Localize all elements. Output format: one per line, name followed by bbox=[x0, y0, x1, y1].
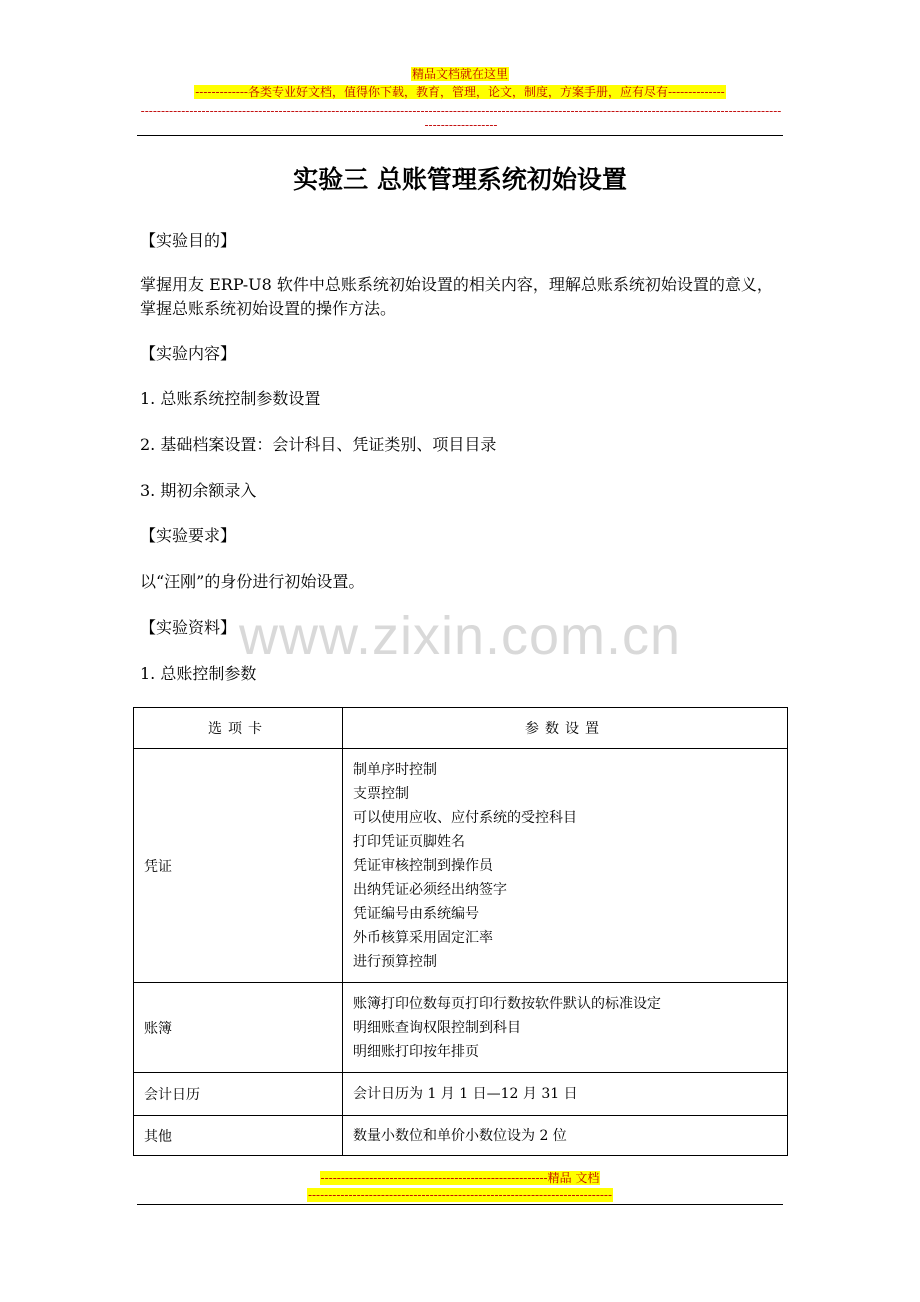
param-item: 可以使用应收、应付系统的受控科目 bbox=[353, 809, 577, 826]
footer-line1: --------------------------------------------------------精品 文档 bbox=[320, 1171, 600, 1185]
header-banner-line1: 精品文档就在这里 bbox=[411, 67, 508, 81]
row-params bbox=[343, 749, 788, 983]
param-item: 明细账查询权限控制到科目 bbox=[353, 1019, 521, 1036]
param-item: 进行预算控制 bbox=[353, 953, 437, 970]
table-row bbox=[134, 983, 788, 1073]
require-text: 以“汪刚”的身份进行初始设置。 bbox=[140, 572, 365, 591]
footer-banner bbox=[0, 1170, 920, 1204]
row-tab-label: 其他 bbox=[134, 1116, 343, 1156]
row-params bbox=[343, 1116, 788, 1156]
table-header-params: 参数设置 bbox=[343, 708, 788, 749]
param-item: 数量小数位和单价小数位设为 2 位 bbox=[353, 1127, 567, 1144]
param-item: 会计日历为 1 月 1 日—12 月 31 日 bbox=[353, 1086, 578, 1102]
content-heading: 【实验内容】 bbox=[140, 344, 237, 363]
footer-rule bbox=[137, 1204, 783, 1205]
page-title: 实验三 总账管理系统初始设置 bbox=[293, 165, 627, 194]
param-item: 支票控制 bbox=[353, 785, 409, 802]
param-item: 出纳凭证必须经出纳签字 bbox=[353, 881, 507, 898]
table-row bbox=[134, 1073, 788, 1116]
material-heading: 【实验资料】 bbox=[140, 618, 237, 637]
param-item: 凭证编号由系统编号 bbox=[353, 905, 479, 922]
content-item-2: 2. 基础档案设置：会计科目、凭证类别、项目目录 bbox=[140, 435, 497, 454]
param-item: 制单序时控制 bbox=[353, 761, 437, 778]
watermark: www.zixin.com.cn bbox=[238, 606, 682, 666]
purpose-heading: 【实验目的】 bbox=[140, 231, 237, 250]
content-item-3: 3. 期初余额录入 bbox=[140, 481, 257, 500]
header-rule bbox=[137, 135, 783, 136]
param-item: 打印凭证页脚姓名 bbox=[353, 833, 465, 850]
param-item: 凭证审核控制到操作员 bbox=[353, 857, 493, 874]
table-row bbox=[134, 749, 788, 983]
row-params bbox=[343, 1073, 788, 1116]
param-item: 外币核算采用固定汇率 bbox=[353, 929, 493, 946]
content-item-1: 1. 总账系统控制参数设置 bbox=[140, 389, 321, 408]
header-dash-line: -------------------------------------------------------------------------------------------------------------------------------------------------------------------------------- bbox=[140, 104, 782, 132]
row-tab-label: 凭证 bbox=[134, 749, 343, 983]
header-banner-line2: -------------各类专业好文档，值得你下载，教育，管理，论文，制度，方案手册，应有尽有-------------- bbox=[195, 85, 725, 99]
row-tab-label: 会计日历 bbox=[134, 1073, 343, 1116]
params-table bbox=[133, 707, 788, 1156]
table-header-row bbox=[134, 708, 788, 749]
row-tab-label: 账簿 bbox=[134, 983, 343, 1073]
table-header-tab: 选项卡 bbox=[134, 708, 343, 749]
require-heading: 【实验要求】 bbox=[140, 526, 237, 545]
purpose-text: 掌握用友 ERP-U8 软件中总账系统初始设置的相关内容，理解总账系统初始设置的意义，掌握总账系统初始设置的操作方法。 bbox=[140, 275, 773, 318]
footer-line2: --------------------------------------------------------------------------- bbox=[307, 1188, 613, 1202]
param-item: 明细账打印按年排页 bbox=[353, 1043, 479, 1060]
row-params bbox=[343, 983, 788, 1073]
table-row bbox=[134, 1116, 788, 1156]
param-item: 账簿打印位数每页打印行数按软件默认的标准设定 bbox=[353, 995, 661, 1012]
material-item: 1. 总账控制参数 bbox=[140, 664, 257, 683]
